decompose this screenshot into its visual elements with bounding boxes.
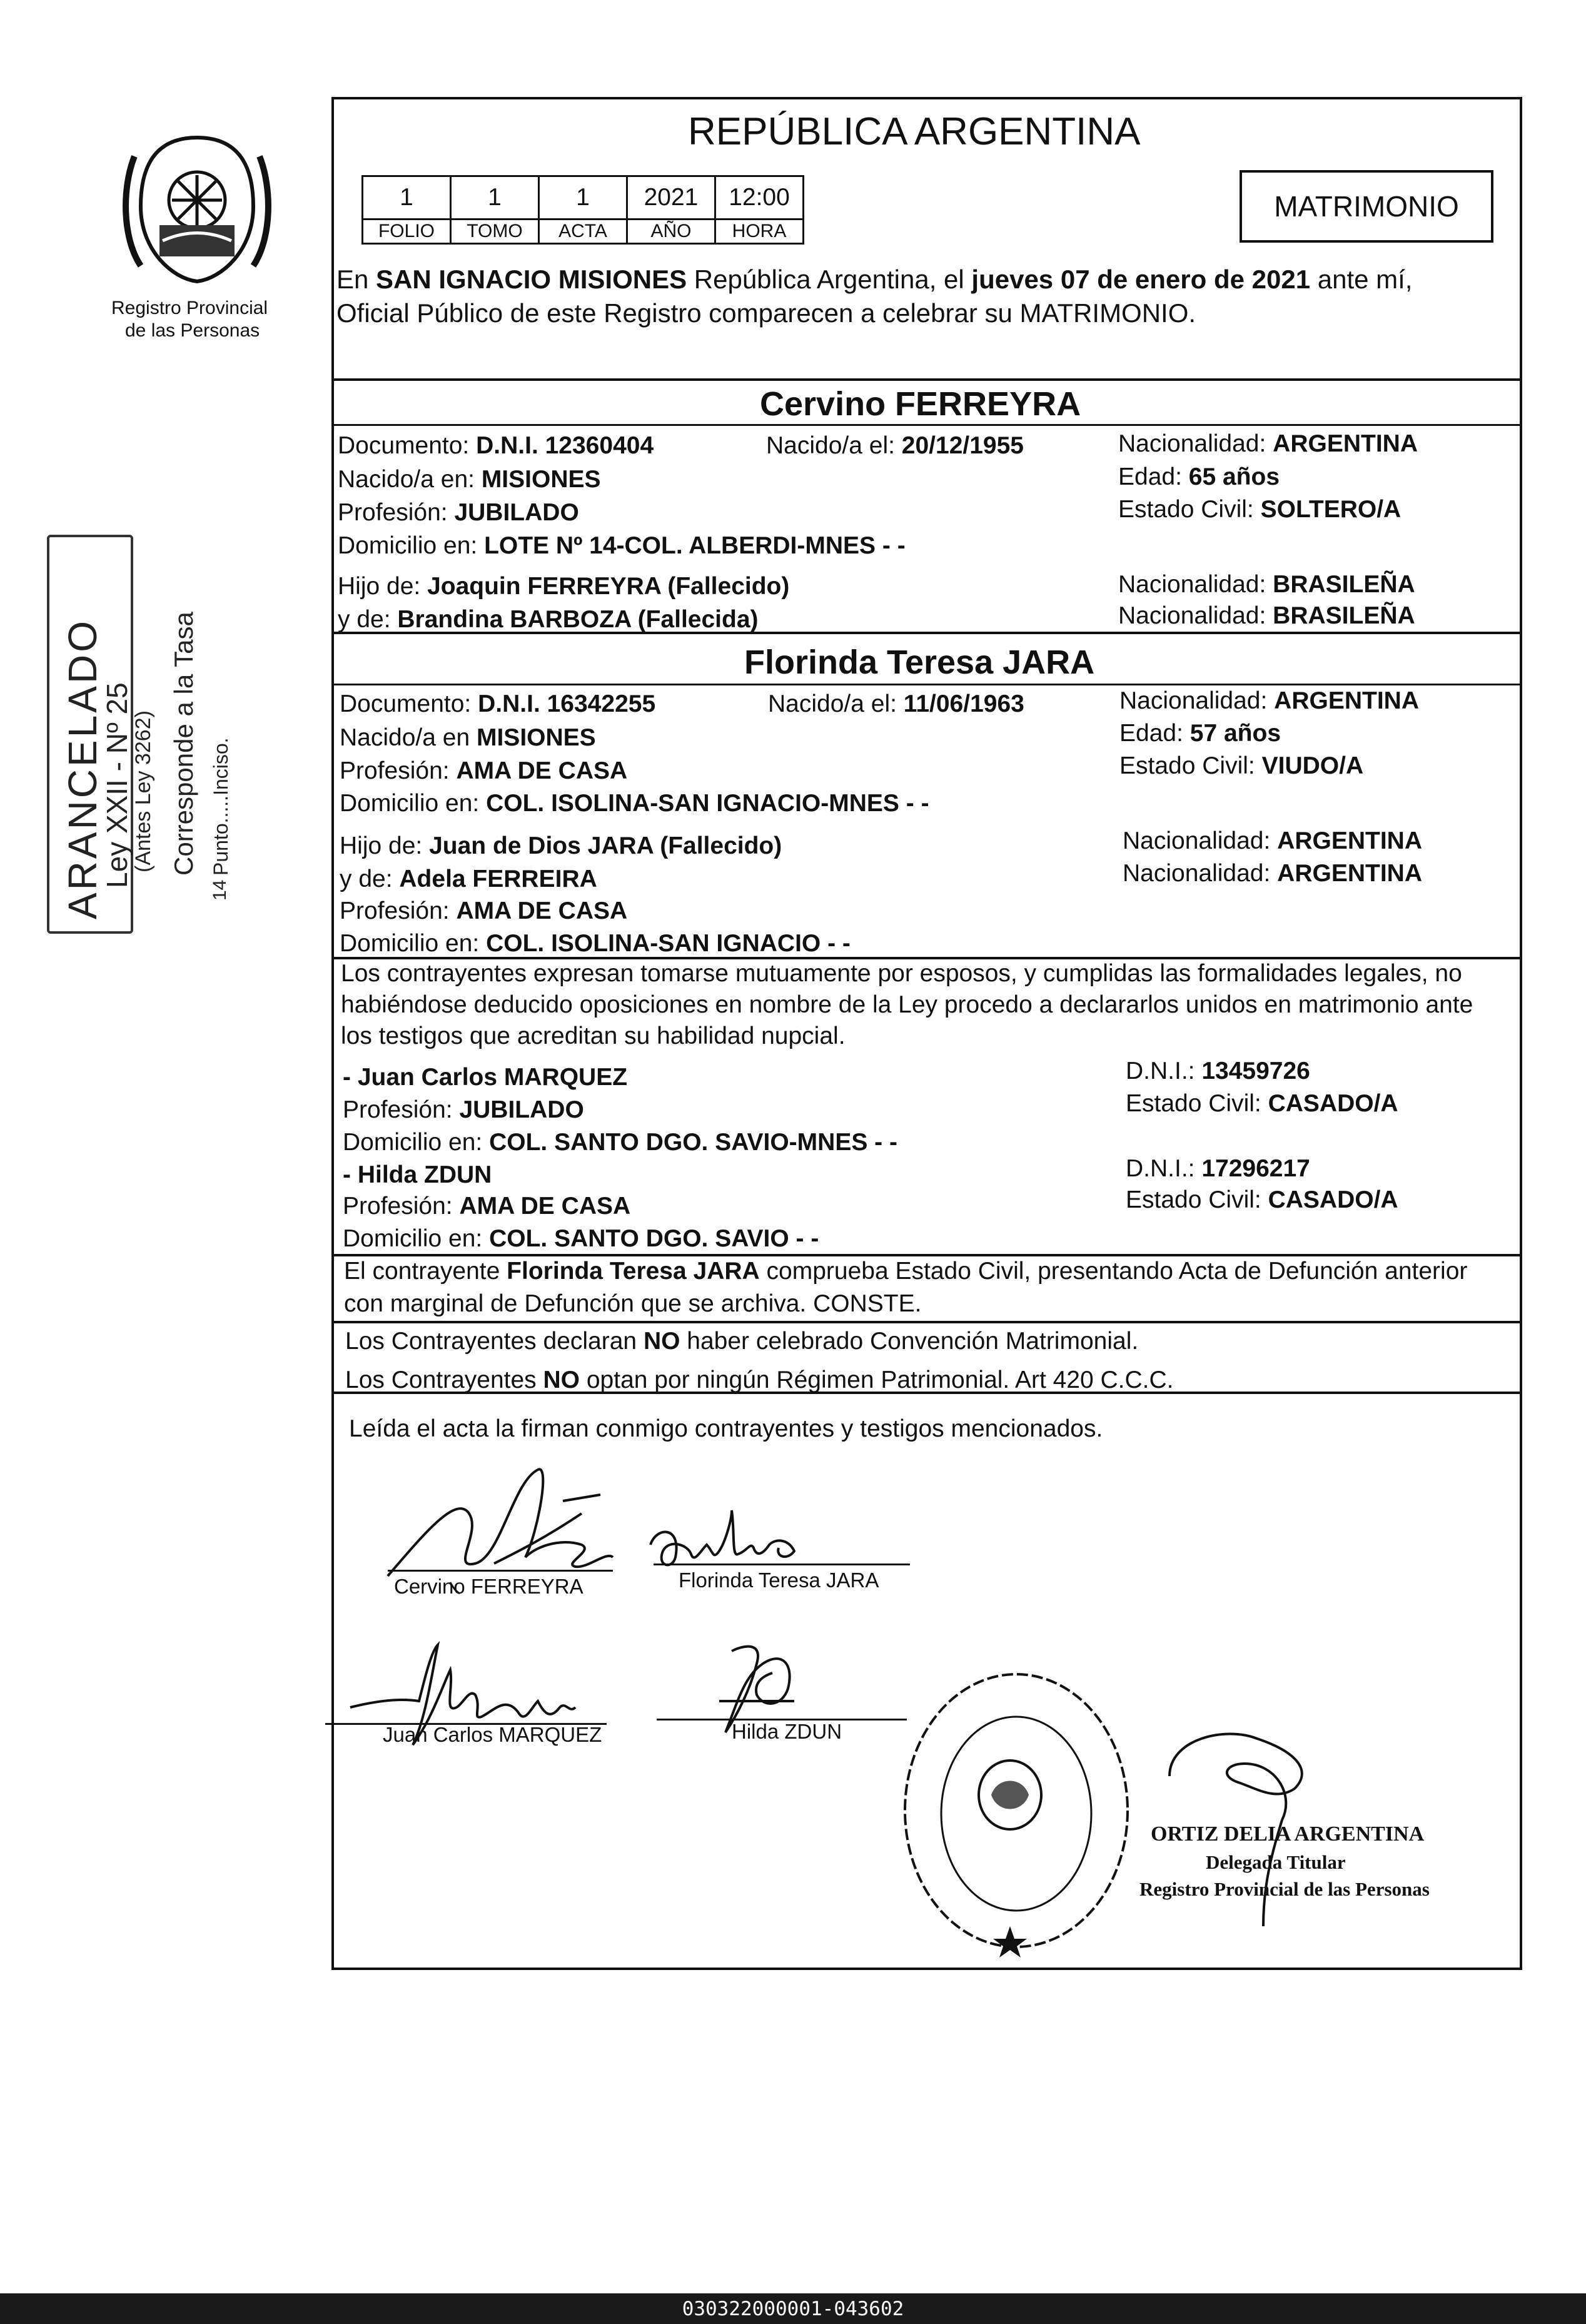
anio-label: AÑO [627, 220, 715, 244]
declaration-line2: habiéndose deducido oposiciones en nombre de la Ley procedo a declararlos unidos en matrimonio ante [341, 991, 1473, 1018]
stamp-antes-ley: (Antes Ley 3262) [131, 710, 155, 872]
folio-value: 1 [363, 176, 451, 220]
stamp-ley: Ley XXII - Nº 25 [101, 682, 133, 888]
spouse2-nacido-en: Nacido/a en MISIONES [340, 724, 596, 751]
tomo-value: 1 [451, 176, 539, 220]
spouse1-edad: Edad: 65 años [1118, 463, 1280, 490]
stamp-number: 14 [210, 879, 230, 901]
record-type-box: MATRIMONIO [1240, 170, 1493, 243]
spouse1-profesion: Profesión: JUBILADO [338, 499, 579, 526]
country-title: REPÚBLICA ARGENTINA [688, 110, 1141, 153]
anio-value: 2021 [627, 176, 715, 220]
signature-cervino-ferreyra [375, 1457, 638, 1595]
signature-label-florinda: Florinda Teresa JARA [679, 1569, 879, 1592]
official-role: Delegada Titular [1206, 1851, 1346, 1873]
witness2-domicilio: Domicilio en: COL. SANTO DGO. SAVIO - - [343, 1225, 819, 1252]
spouse2-nacido-el: Nacido/a el: 11/06/1963 [768, 690, 1024, 717]
divider-convention [331, 1321, 1522, 1323]
hora-value: 12:00 [715, 176, 804, 220]
spouse2-name: Florinda Teresa JARA [744, 644, 1095, 681]
acta-label: ACTA [539, 220, 627, 244]
witness2-profesion: Profesión: AMA DE CASA [343, 1193, 631, 1220]
witness1-domicilio: Domicilio en: COL. SANTO DGO. SAVIO-MNES - - [343, 1129, 897, 1156]
spouse2-estado-civil: Estado Civil: VIUDO/A [1119, 752, 1364, 779]
spouse1-estado-civil: Estado Civil: SOLTERO/A [1118, 496, 1402, 523]
spouse2-edad: Edad: 57 años [1119, 720, 1281, 747]
province-seal-logo [116, 131, 278, 288]
convention-line1: Los Contrayentes declaran NO haber celebrado Convención Matrimonial. [345, 1328, 1139, 1355]
spouse1-nacido-en: Nacido/a en: MISIONES [338, 466, 601, 493]
spouse1-nacionalidad: Nacionalidad: ARGENTINA [1118, 430, 1418, 457]
spouse2-documento: Documento: D.N.I. 16342255 [340, 690, 656, 717]
spouse1-madre: y de: Brandina BARBOZA (Fallecida) [338, 606, 759, 633]
tomo-label: TOMO [451, 220, 539, 244]
official-name: ORTIZ DELIA ARGENTINA [1151, 1822, 1425, 1846]
note-line1: El contrayente Florinda Teresa JARA comprueba Estado Civil, presentando Acta de Defunción anterior [344, 1258, 1468, 1285]
witness1-profesion: Profesión: JUBILADO [343, 1096, 584, 1123]
signature-label-cervino: Cervino FERREYRA [394, 1575, 583, 1598]
witness2-estado-civil: Estado Civil: CASADO/A [1126, 1186, 1398, 1213]
spouse1-madre-nacionalidad: Nacionalidad: BRASILEÑA [1118, 602, 1415, 629]
spouse1-nacido-el: Nacido/a el: 20/12/1955 [766, 432, 1024, 459]
official-organization: Registro Provincial de las Personas [1139, 1878, 1430, 1900]
spouse1-documento: Documento: D.N.I. 12360404 [338, 432, 654, 459]
spouse2-padre-nacionalidad: Nacionalidad: ARGENTINA [1123, 827, 1423, 854]
intro-line1: En SAN IGNACIO MISIONES República Argentina, el jueves 07 de enero de 2021 ante mí, [336, 265, 1413, 294]
hora-label: HORA [715, 220, 804, 244]
spouse1-name: Cervino FERREYRA [760, 385, 1081, 423]
spouse2-profesion: Profesión: AMA DE CASA [340, 757, 628, 784]
spouse2-madre: y de: Adela FERREIRA [340, 866, 597, 892]
note-line2: con marginal de Defunción que se archiva. CONSTE. [344, 1290, 922, 1317]
declaration-line3: los testigos que acreditan su habilidad nupcial. [341, 1023, 846, 1049]
registry-table [361, 175, 804, 245]
convention-line2: Los Contrayentes NO optan por ningún Régimen Patrimonial. Art 420 C.C.C. [345, 1367, 1174, 1393]
spouse1-padre: Hijo de: Joaquin FERREYRA (Fallecido) [338, 573, 790, 600]
stamp-arancelado: ARANCELADO [60, 619, 105, 919]
spouse2-madre-profesion: Profesión: AMA DE CASA [340, 897, 628, 924]
official-seal-stamp [894, 1664, 1138, 1958]
signature-line-1 [388, 1570, 613, 1572]
spouse1-padre-nacionalidad: Nacionalidad: BRASILEÑA [1118, 571, 1415, 598]
divider-spouse2-name [331, 684, 1522, 685]
document-barcode-footer: 030322000001-043602 [0, 2293, 1586, 2324]
witness2-name: - Hilda ZDUN [343, 1161, 492, 1188]
acta-value: 1 [539, 176, 627, 220]
divider-note [331, 1254, 1522, 1256]
divider-after-intro [331, 378, 1522, 381]
spouse2-domicilio: Domicilio en: COL. ISOLINA-SAN IGNACIO-MNES - - [340, 790, 929, 817]
witness1-name: - Juan Carlos MARQUEZ [343, 1064, 628, 1091]
signature-line-2 [654, 1564, 910, 1565]
logo-caption-line1: Registro Provincial [111, 298, 268, 318]
intro-line2: Oficial Público de este Registro comparecen a celebrar su MATRIMONIO. [336, 298, 1196, 328]
stamp-corresponde: Corresponde a la Tasa [169, 612, 198, 876]
closing-statement: Leída el acta la firman conmigo contrayentes y testigos mencionados. [349, 1415, 1103, 1442]
spouse1-domicilio: Domicilio en: LOTE Nº 14-COL. ALBERDI-MNES - - [338, 532, 906, 559]
witness2-dni: D.N.I.: 17296217 [1126, 1155, 1310, 1182]
stamp-punto-inciso: Punto.....Inciso. [210, 737, 232, 876]
folio-label: FOLIO [363, 220, 451, 244]
spouse2-padre: Hijo de: Juan de Dios JARA (Fallecido) [340, 832, 782, 859]
spouse2-nacionalidad: Nacionalidad: ARGENTINA [1119, 687, 1420, 714]
divider-spouse1-name [331, 424, 1522, 426]
signature-label-hilda: Hilda ZDUN [732, 1720, 842, 1743]
declaration-line1: Los contrayentes expresan tomarse mutuamente por esposos, y cumplidas las formalidades legales, no [341, 960, 1462, 987]
witness1-dni: D.N.I.: 13459726 [1126, 1058, 1310, 1084]
witness1-estado-civil: Estado Civil: CASADO/A [1126, 1090, 1398, 1117]
logo-caption-line2: de las Personas [125, 320, 260, 341]
spouse2-madre-domicilio: Domicilio en: COL. ISOLINA-SAN IGNACIO - - [340, 930, 851, 957]
spouse2-madre-nacionalidad: Nacionalidad: ARGENTINA [1123, 860, 1423, 887]
signature-label-juan-carlos: Juan Carlos MARQUEZ [383, 1723, 602, 1746]
